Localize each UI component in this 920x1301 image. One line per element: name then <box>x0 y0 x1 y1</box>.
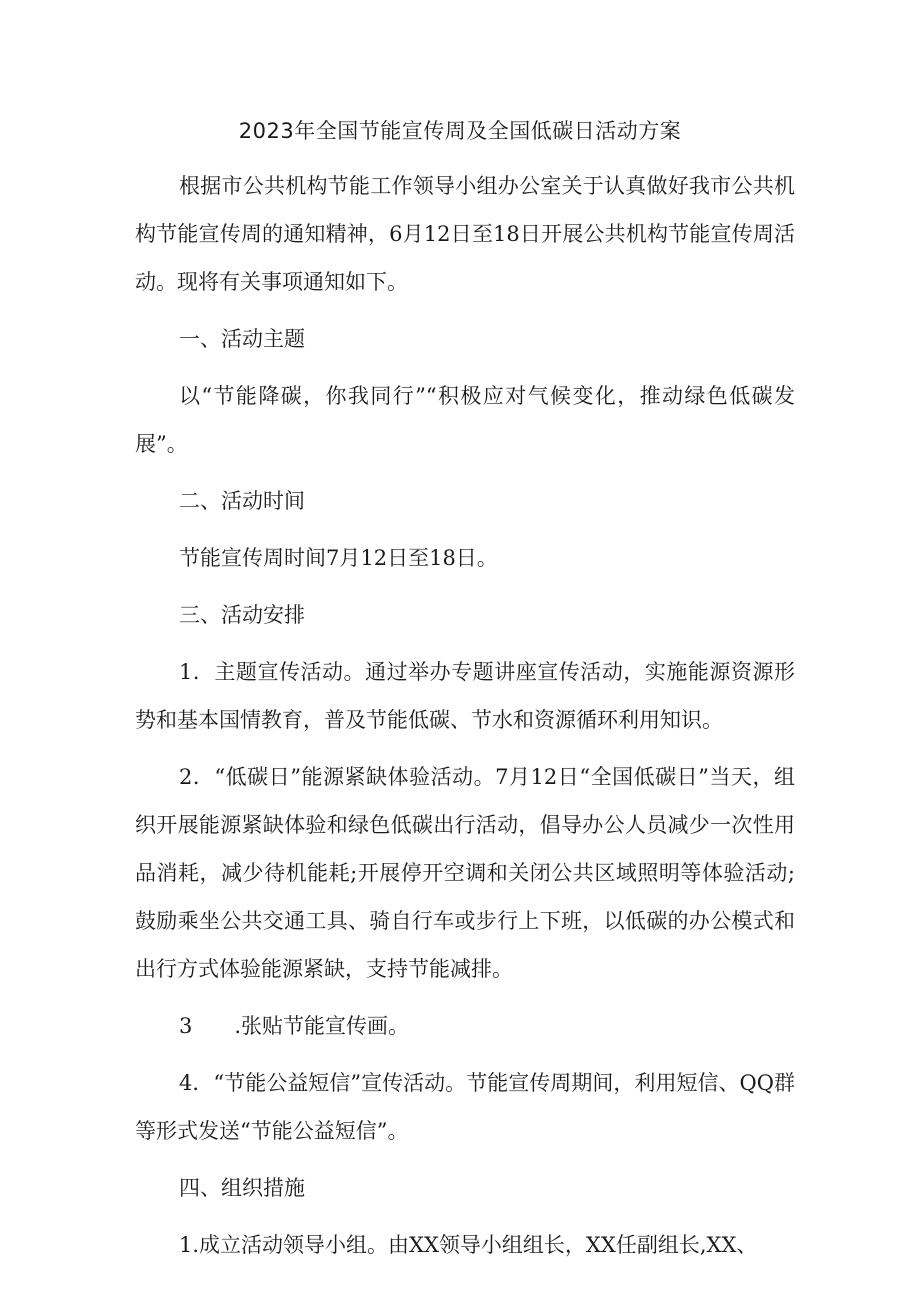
section-heading-measures: 四、组织措施 <box>179 1176 305 1200</box>
arrangement-item-1: 1．主题宣传活动。通过举办专题讲座宣传活动，实施能源资源形势和基本国情教育，普及节能低碳、节水和资源循环利用知识。 <box>135 660 795 732</box>
theme-paragraph: 以“节能降碳，你我同行”“积极应对气候变化，推动绿色低碳发展”。 <box>135 384 795 456</box>
measures-item-1: 1.成立活动领导小组。由XX领导小组组长，XX任副组长,XX、 <box>179 1233 758 1257</box>
time-paragraph: 节能宣传周时间7月12日至18日。 <box>179 546 498 570</box>
section-heading-arrangement: 三、活动安排 <box>179 603 305 627</box>
arrangement-item-4: 4．“节能公益短信”宣传活动。节能宣传周期间，利用短信、QQ群等形式发送“节能公益短信”。 <box>135 1071 795 1143</box>
section-heading-theme: 一、活动主题 <box>179 327 305 351</box>
intro-paragraph: 根据市公共机构节能工作领导小组办公室关于认真做好我市公共机构节能宣传周的通知精神，6月12日至18日开展公共机构节能宣传周活动。现将有关事项通知如下。 <box>135 174 795 294</box>
arrangement-item-2: 2．“低碳日”能源紧缺体验活动。7月12日“全国低碳日”当天，组织开展能源紧缺体验和绿色低碳出行活动，倡导办公人员减少一次性用品消耗，减少待机能耗;开展停开空调和关闭公共区域照明等体验活动;鼓励乘坐公共交通工具、骑自行车或步行上下班，以低碳的办公模式和出行方式体验能源紧缺，支持节能减排。 <box>135 765 795 981</box>
document-body <box>135 162 795 1269</box>
arrangement-item-3: 3 .张贴节能宣传画。 <box>179 1014 410 1038</box>
section-heading-time: 二、活动时间 <box>179 489 305 513</box>
document-title: 2023年全国节能宣传周及全国低碳日活动方案 <box>238 119 682 143</box>
